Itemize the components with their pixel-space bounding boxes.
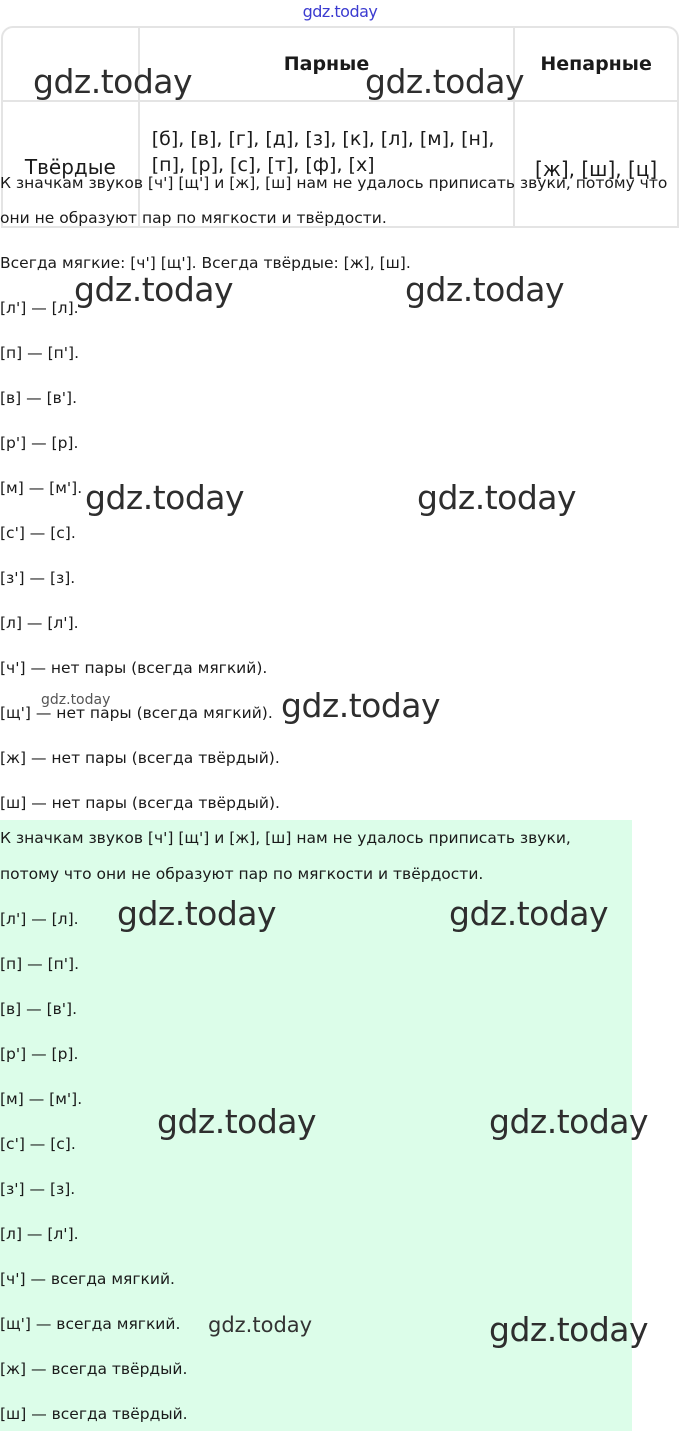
s1-pair-6: [с'] — [с].: [0, 524, 76, 542]
s1-pair-9: [ч'] — нет пары (всегда мягкий).: [0, 659, 268, 677]
watermark: gdz.today: [41, 692, 111, 708]
s1-pair-5: [м] — [м'].: [0, 479, 83, 497]
s1-pair-4: [р'] — [р].: [0, 434, 79, 452]
paired-line-2: [п], [р], [с], [т], [ф], [х]: [151, 154, 375, 176]
watermark: gdz.today: [117, 894, 277, 933]
s1-pair-1: [л'] — [л].: [0, 299, 79, 317]
s2-pair-3: [в] — [в'].: [0, 1000, 78, 1018]
s2-pair-11: [ж] — всегда твёрдый.: [0, 1360, 188, 1378]
watermark: gdz.today: [157, 1102, 317, 1141]
site-logo[interactable]: gdz.today: [302, 2, 378, 21]
s1-intro-line-1: К значкам звуков [ч'] [щ'] и [ж], [ш] нам не удалось приписать звуки, потому что: [0, 174, 668, 192]
watermark: gdz.today: [208, 1313, 313, 1337]
s1-always-line: Всегда мягкие: [ч'] [щ']. Всегда твёрдые: [ж], [ш].: [0, 254, 411, 272]
s2-pair-10: [щ'] — всегда мягкий.: [0, 1315, 181, 1333]
s2-pair-2: [п] — [п'].: [0, 955, 79, 973]
watermark: gdz.today: [281, 686, 441, 725]
s2-pair-5: [м] — [м'].: [0, 1090, 83, 1108]
s2-pair-4: [р'] — [р].: [0, 1045, 79, 1063]
table-header-unpaired: Непарные: [515, 26, 679, 102]
s2-pair-9: [ч'] — всегда мягкий.: [0, 1270, 175, 1288]
watermark: gdz.today: [449, 894, 609, 933]
table-header-paired: Парные: [140, 26, 515, 102]
row-unpaired-sounds: [ж], [ш], [ц]: [515, 102, 679, 228]
s1-pair-3: [в] — [в'].: [0, 389, 78, 407]
watermark: gdz.today: [405, 270, 565, 309]
watermark: gdz.today: [74, 270, 234, 309]
watermark: gdz.today: [417, 478, 577, 517]
watermark: gdz.today: [489, 1102, 649, 1141]
s2-pair-12: [ш] — всегда твёрдый.: [0, 1405, 188, 1423]
s2-pair-7: [з'] — [з].: [0, 1180, 76, 1198]
s1-pair-10: [щ'] — нет пары (всегда мягкий).: [0, 704, 273, 722]
s1-intro-line-2: они не образуют пар по мягкости и твёрдости.: [0, 209, 387, 227]
watermark: gdz.today: [365, 62, 525, 101]
watermark: gdz.today: [85, 478, 245, 517]
s2-pair-8: [л] — [л'].: [0, 1225, 79, 1243]
s2-intro-line-2: потому что они не образуют пар по мягкости и твёрдости.: [0, 865, 484, 883]
watermark: gdz.today: [489, 1310, 649, 1349]
paired-line-1: [б], [в], [г], [д], [з], [к], [л], [м], [н],: [151, 128, 495, 150]
s2-pair-1: [л'] — [л].: [0, 910, 79, 928]
s1-pair-7: [з'] — [з].: [0, 569, 76, 587]
s1-pair-8: [л] — [л'].: [0, 614, 79, 632]
s1-pair-11: [ж] — нет пары (всегда твёрдый).: [0, 749, 280, 767]
s2-pair-6: [с'] — [с].: [0, 1135, 76, 1153]
s1-pair-2: [п] — [п'].: [0, 344, 79, 362]
s1-pair-12: [ш] — нет пары (всегда твёрдый).: [0, 794, 280, 812]
row-label-hard: Твёрдые: [1, 102, 140, 228]
watermark: gdz.today: [33, 62, 193, 101]
sounds-table: [1, 26, 679, 228]
s2-intro-line-1: К значкам звуков [ч'] [щ'] и [ж], [ш] нам не удалось приписать звуки,: [0, 829, 571, 847]
